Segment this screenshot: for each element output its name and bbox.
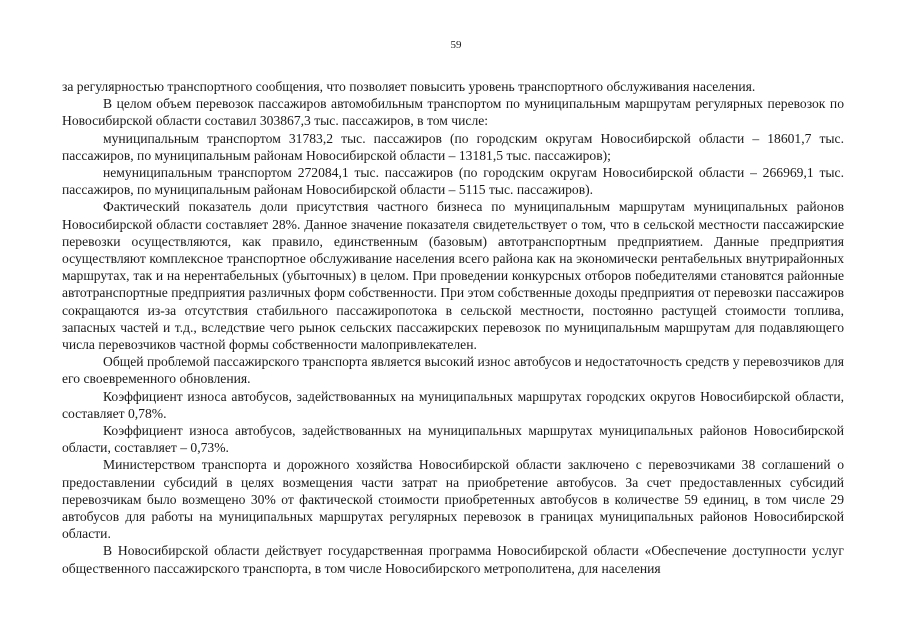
paragraph-continuation: за регулярностью транспортного сообщения, что позволяет повысить уровень транспортного обслуживания населения. (62, 79, 756, 94)
paragraph-wear-urban: Коэффициент износа автобусов, задействованных на муниципальных маршрутах городских округов Новосибирской области, составляет 0,78%. (62, 388, 844, 421)
paragraph-municipal-transport: муниципальным транспортом 31783,2 тыс. пассажиров (по городским округам Новосибирской области – 18601,7 тыс. пассажиров, по муниципальным районам Новосибирской области – 13181,5 тыс. пассажиров); (62, 130, 844, 163)
page-number: 59 (450, 39, 462, 51)
paragraph-wear-rural: Коэффициент износа автобусов, задействованных на муниципальных маршрутах муниципальных районов Новосибирской области, составляет – 0,73%. (62, 423, 844, 456)
paragraph-bus-wear-problem: Общей проблемой пассажирского транспорта является высокий износ автобусов и недостаточность средств у перевозчиков для его своевременного обновления. (62, 354, 844, 387)
paragraph-state-program: В Новосибирской области действует государственная программа Новосибирской области «Обеспечение доступности услуг общественного пассажирского транспорта, в том числе Новосибирского метрополитена, для населения (62, 543, 844, 576)
paragraph-subsidies: Министерством транспорта и дорожного хозяйства Новосибирской области заключено с перевозчиками 38 соглашений о предоставлении субсидий в целях возмещения части затрат на приобретение автобусов. За счет предоставленных субсидий перевозчикам было возмещено 30% от фактической стоимости приобретенных автобусов в количестве 59 единиц, в том числе 29 автобусов для работы на муниципальных маршрутах регулярных перевозок в границах муниципальных районов Новосибирской области. (62, 457, 844, 542)
paragraph-total-volume: В целом объем перевозок пассажиров автомобильным транспортом по муниципальным маршрутам регулярных перевозок по Новосибирской области составил 303867,3 тыс. пассажиров, в том числе: (62, 96, 844, 129)
paragraph-nonmunicipal-transport: немуниципальным транспортом 272084,1 тыс. пассажиров (по городским округам Новосибирской области – 266969,1 тыс. пассажиров, по муниципальным районам Новосибирской области – 5115 тыс. пассажиров). (62, 165, 844, 198)
paragraph-private-business-share: Фактический показатель доли присутствия частного бизнеса по муниципальным маршрутам муниципальных районов Новосибирской области составляет 28%. Данное значение показателя свидетельствует о том, что в сельской местности пассажирские перевозки осуществляются, как правило, единственным (базовым) автотранспортным предприятием. Данные предприятия осуществляют комплексное транспортное обслуживание населения всего района как на экономически рентабельных внутрирайонных маршрутах, так и на нерентабельных (убыточных) в целом. При проведении конкурсных отборов победителями становятся районные автотранспортные предприятия различных форм собственности. При этом собственные доходы предприятия от перевозки пассажиров сокращаются из-за отсутствия стабильного пассажиропотока в сельской местности, постоянно растущей стоимости топлива, запасных частей и т.д., вследствие чего рынок сельских пассажирских перевозок по муниципальным маршрутам для подавляющего числа перевозчиков частной формы собственности малопривлекателен. (62, 199, 844, 353)
document-page (62, 38, 844, 577)
